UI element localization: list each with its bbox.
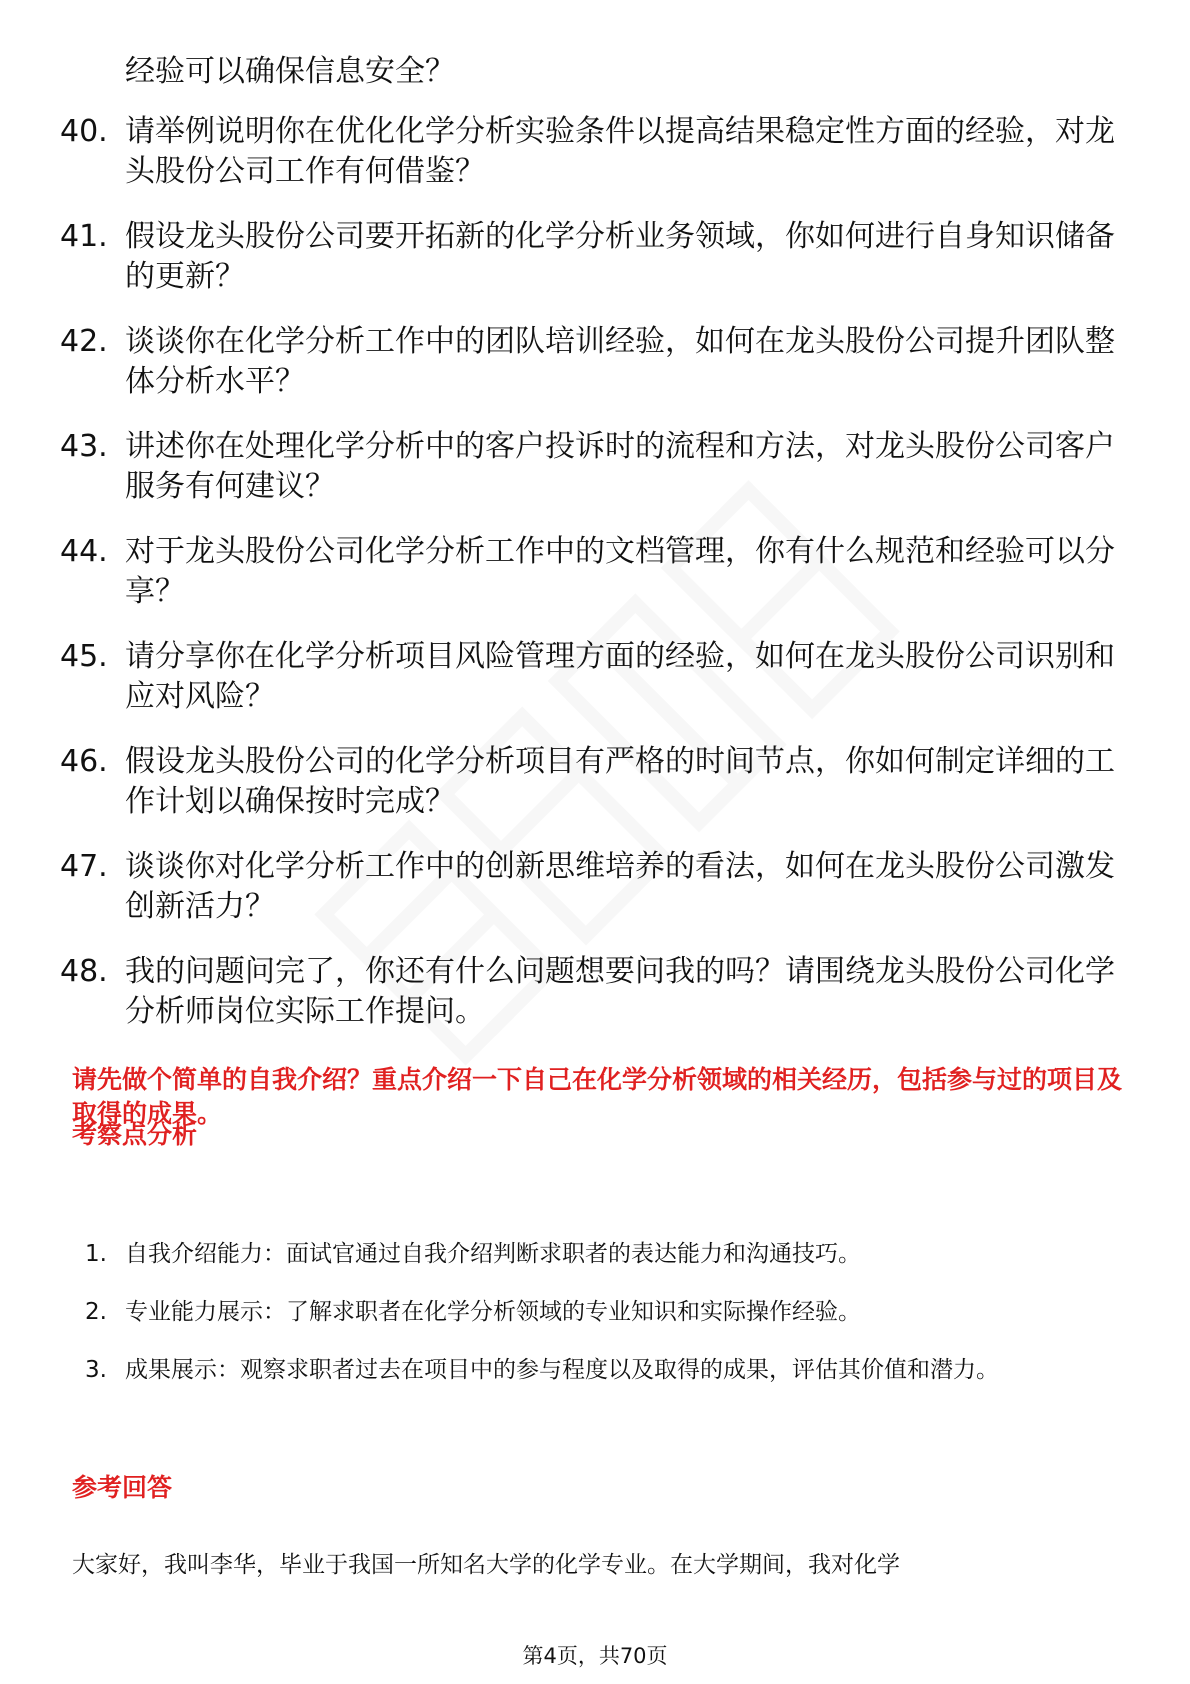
question-text: 请分享你在化学分析项目风险管理方面的经验，如何在龙头股份公司识别和应对风险？ xyxy=(125,639,1115,714)
question-text: 假设龙头股份公司要开拓新的化学分析业务领域，你如何进行自身知识储备的更新？ xyxy=(125,219,1115,294)
question-item xyxy=(60,217,1130,297)
question-text: 讲述你在处理化学分析中的客户投诉时的流程和方法，对龙头股份公司客户服务有何建议？ xyxy=(125,429,1115,504)
continued-question-text: 经验可以确保信息安全？ xyxy=(125,54,455,89)
question-number: 40. xyxy=(60,114,108,149)
question-item xyxy=(60,112,1130,192)
highlighted-question: 请先做个简单的自我介绍？重点介绍一下自己在化学分析领域的相关经历，包括参与过的项目及取得的成果。 xyxy=(72,1065,1123,1128)
analysis-text: 自我介绍能力：面试官通过自我介绍判断求职者的表达能力和沟通技巧。 xyxy=(125,1241,861,1267)
analysis-heading: 考察点分析 xyxy=(72,1120,198,1149)
question-text: 请举例说明你在优化化学分析实验条件以提高结果稳定性方面的经验，对龙头股份公司工作有何借鉴？ xyxy=(125,114,1115,189)
question-item xyxy=(60,847,1130,927)
answer-paragraph: 大家好，我叫李华，毕业于我国一所知名大学的化学专业。在大学期间，我对化学 xyxy=(72,1552,900,1578)
question-number: 41. xyxy=(60,219,108,254)
page-footer: 第4页，共70页 xyxy=(522,1644,668,1668)
question-item xyxy=(60,742,1130,822)
question-text: 谈谈你在化学分析工作中的团队培训经验，如何在龙头股份公司提升团队整体分析水平？ xyxy=(125,324,1115,399)
analysis-item xyxy=(85,1341,1125,1399)
answer-heading: 参考回答 xyxy=(72,1473,173,1502)
analysis-text: 专业能力展示：了解求职者在化学分析领域的专业知识和实际操作经验。 xyxy=(125,1299,861,1325)
analysis-list xyxy=(85,1225,1125,1399)
question-number: 48. xyxy=(60,954,108,989)
question-text: 谈谈你对化学分析工作中的创新思维培养的看法，如何在龙头股份公司激发创新活力？ xyxy=(125,849,1115,924)
question-item xyxy=(60,952,1130,1032)
question-number: 42. xyxy=(60,324,108,359)
question-number: 47. xyxy=(60,849,108,884)
question-text: 假设龙头股份公司的化学分析项目有严格的时间节点，你如何制定详细的工作计划以确保按时完成？ xyxy=(125,744,1115,819)
analysis-number: 2. xyxy=(85,1299,107,1325)
question-number: 43. xyxy=(60,429,108,464)
analysis-text: 成果展示：观察求职者过去在项目中的参与程度以及取得的成果，评估其价值和潜力。 xyxy=(125,1357,999,1383)
question-number: 45. xyxy=(60,639,108,674)
question-item xyxy=(60,322,1130,402)
question-number: 46. xyxy=(60,744,108,779)
question-item xyxy=(60,532,1130,612)
analysis-number: 3. xyxy=(85,1357,107,1383)
analysis-number: 1. xyxy=(85,1241,107,1267)
question-text: 对于龙头股份公司化学分析工作中的文档管理，你有什么规范和经验可以分享？ xyxy=(125,534,1115,609)
question-item xyxy=(60,427,1130,507)
analysis-item xyxy=(85,1283,1125,1341)
question-number: 44. xyxy=(60,534,108,569)
question-list xyxy=(60,112,1130,1057)
analysis-item xyxy=(85,1225,1125,1283)
question-item xyxy=(60,637,1130,717)
question-text: 我的问题问完了，你还有什么问题想要问我的吗？请围绕龙头股份公司化学分析师岗位实际工作提问。 xyxy=(125,954,1115,1029)
